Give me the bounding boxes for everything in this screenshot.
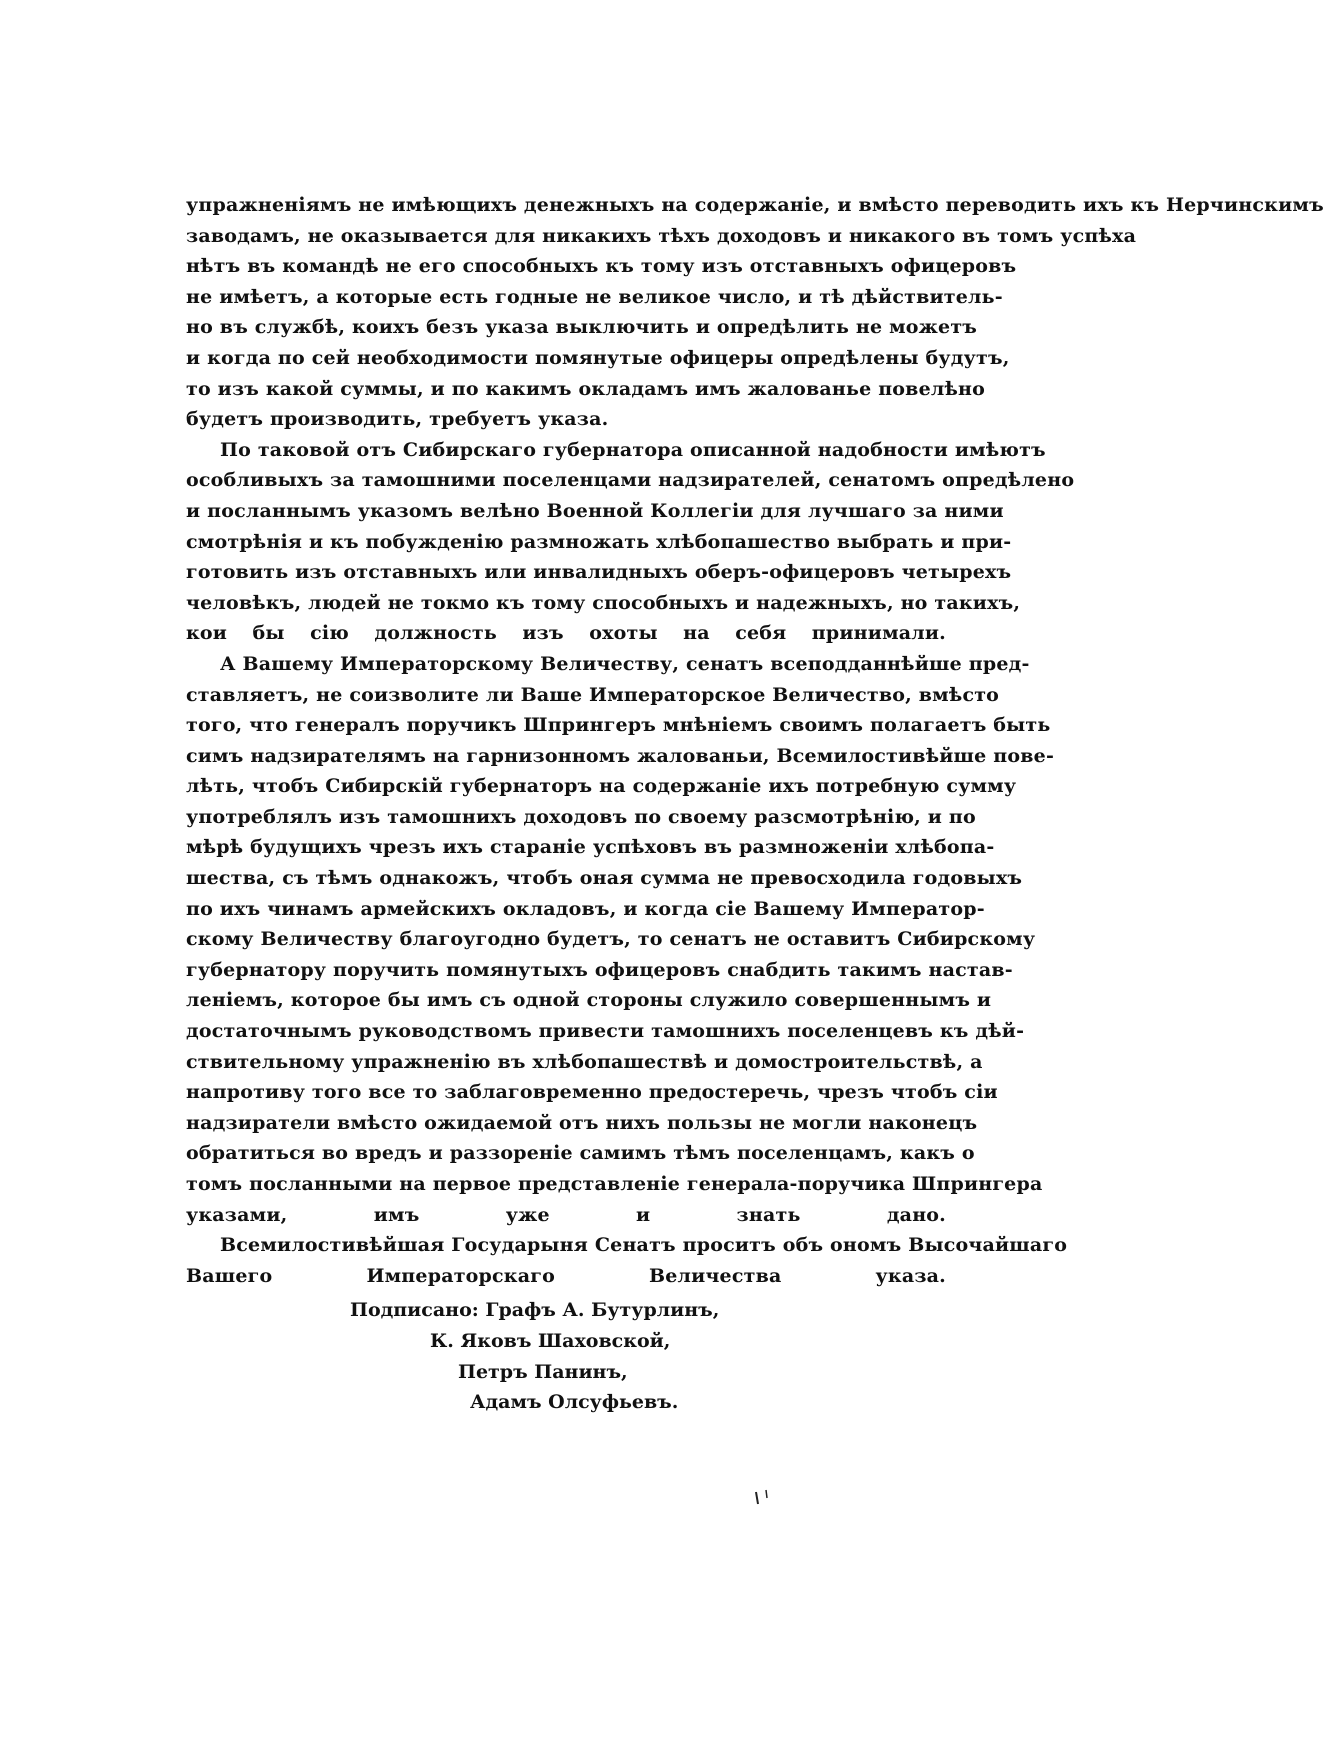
text-line: ставляетъ, не соизволите ли Ваше Императорское Величество, вмѣсто: [186, 683, 1000, 706]
text-line: По таковой отъ Сибирскаго губернатора описанной надобности имѣютъ: [220, 438, 1046, 461]
text-line: упражненіямъ не имѣющихъ денежныхъ на содержаніе, и вмѣсто переводить ихъ къ Нерчинскимъ: [186, 194, 1324, 216]
text-line: заводамъ, не оказывается для никакихъ тѣхъ доходовъ и никакого въ томъ успѣха: [186, 224, 1137, 247]
text-line: мѣрѣ будущихъ чрезъ ихъ стараніе успѣховъ въ размноженіи хлѣбопа-: [186, 836, 995, 859]
paragraph-3: [186, 649, 1055, 1230]
text-line: указами, имъ уже и знать дано.: [186, 1203, 946, 1226]
text-line: то изъ какой суммы, и по какимъ окладамъ имъ жалованье повелѣно: [186, 377, 986, 400]
text-line: того, что генералъ поручикъ Шпрингеръ мнѣніемъ своимъ полагаетъ быть: [186, 714, 1051, 737]
text-line: и посланнымъ указомъ велѣно Военной Коллегіи для лучшаго за ними: [186, 499, 1004, 522]
text-line: смотрѣнія и къ побужденію размножать хлѣбопашество выбрать и при-: [186, 530, 1012, 553]
text-line: кои бы сію должность изъ охоты на себя принимали.: [186, 622, 946, 645]
text-line: надзиратели вмѣсто ожидаемой отъ нихъ пользы не могли наконецъ: [186, 1111, 978, 1134]
text-line: томъ посланными на первое представленіе генерала-поручика Шпрингера: [186, 1173, 1043, 1195]
text-line: будетъ производить, требуетъ указа.: [186, 408, 609, 431]
signature-block: [186, 1295, 946, 1417]
text-line: обратиться во вредъ и раззореніе самимъ тѣмъ поселенцамъ, какъ о: [186, 1142, 975, 1165]
scan-speck-mark: [752, 1488, 774, 1513]
text-line: по ихъ чинамъ армейскихъ окладовъ, и когда сіе Вашему Император-: [186, 897, 985, 920]
text-line: особливыхъ за тамошними поселенцами надзирателей, сенатомъ опредѣлено: [186, 469, 1075, 492]
text-line: достаточнымъ руководствомъ привести тамошнихъ поселенцевъ къ дѣй-: [186, 1020, 1025, 1043]
text-line: но въ службѣ, коихъ безъ указа выключить и опредѣлить не можетъ: [186, 316, 978, 339]
text-line: скому Величеству благоугодно будетъ, то сенатъ не оставитъ Сибирскому: [186, 928, 1036, 951]
text-line: ствительному упражненію въ хлѣбопашествѣ и домостроительствѣ, а: [186, 1050, 983, 1073]
page-body: [186, 190, 1324, 1418]
signature-shakhovskoy: К. Яковъ Шаховской,: [430, 1329, 671, 1352]
paragraph-4: [186, 1230, 1068, 1291]
text-line: и когда по сей необходимости помянутые офицеры опредѣлены будутъ,: [186, 346, 1010, 369]
text-line: не имѣетъ, а которые есть годные не великое число, и тѣ дѣйствитель-: [186, 285, 1003, 308]
signature-buturlin: Подписано: Графъ А. Бутурлинъ,: [350, 1299, 720, 1322]
signature-panin: Петръ Панинъ,: [458, 1360, 628, 1383]
text-line: нѣтъ въ командѣ не его способныхъ къ тому изъ отставныхъ офицеровъ: [186, 255, 1017, 278]
text-line: шества, съ тѣмъ однакожъ, чтобъ оная сумма не превосходила годовыхъ: [186, 867, 1023, 890]
signature-olsufyev: Адамъ Олсуфьевъ.: [470, 1391, 679, 1414]
text-line: Вашего Императорскаго Величества указа.: [186, 1264, 946, 1287]
text-line: леніемъ, которое бы имъ съ одной стороны служило совершеннымъ и: [186, 989, 992, 1012]
text-line: А Вашему Императорскому Величеству, сенатъ всеподданнѣйше пред-: [220, 652, 1030, 675]
text-line: напротиву того все то заблаговременно предостеречь, чрезъ чтобъ сіи: [186, 1081, 998, 1104]
text-line: лѣть, чтобъ Сибирскій губернаторъ на содержаніе ихъ потребную сумму: [186, 775, 1017, 798]
text-line: человѣкъ, людей не токмо къ тому способныхъ и надежныхъ, но такихъ,: [186, 591, 1021, 614]
text-line: употреблялъ изъ тамошнихъ доходовъ по своему разсмотрѣнію, и по: [186, 805, 976, 828]
paragraph-1: [186, 190, 1324, 435]
paragraph-2: [186, 435, 1075, 649]
text-line: Всемилостивѣйшая Государыня Сенатъ проситъ объ ономъ Высочайшаго: [220, 1234, 1068, 1257]
speck-icon: [752, 1488, 774, 1508]
text-line: готовить изъ отставныхъ или инвалидныхъ оберъ-офицеровъ четырехъ: [186, 561, 1012, 584]
text-line: симъ надзирателямъ на гарнизонномъ жалованьи, Всемилостивѣйше пове-: [186, 744, 1055, 767]
text-line: губернатору поручить помянутыхъ офицеровъ снабдить такимъ настав-: [186, 958, 1013, 981]
